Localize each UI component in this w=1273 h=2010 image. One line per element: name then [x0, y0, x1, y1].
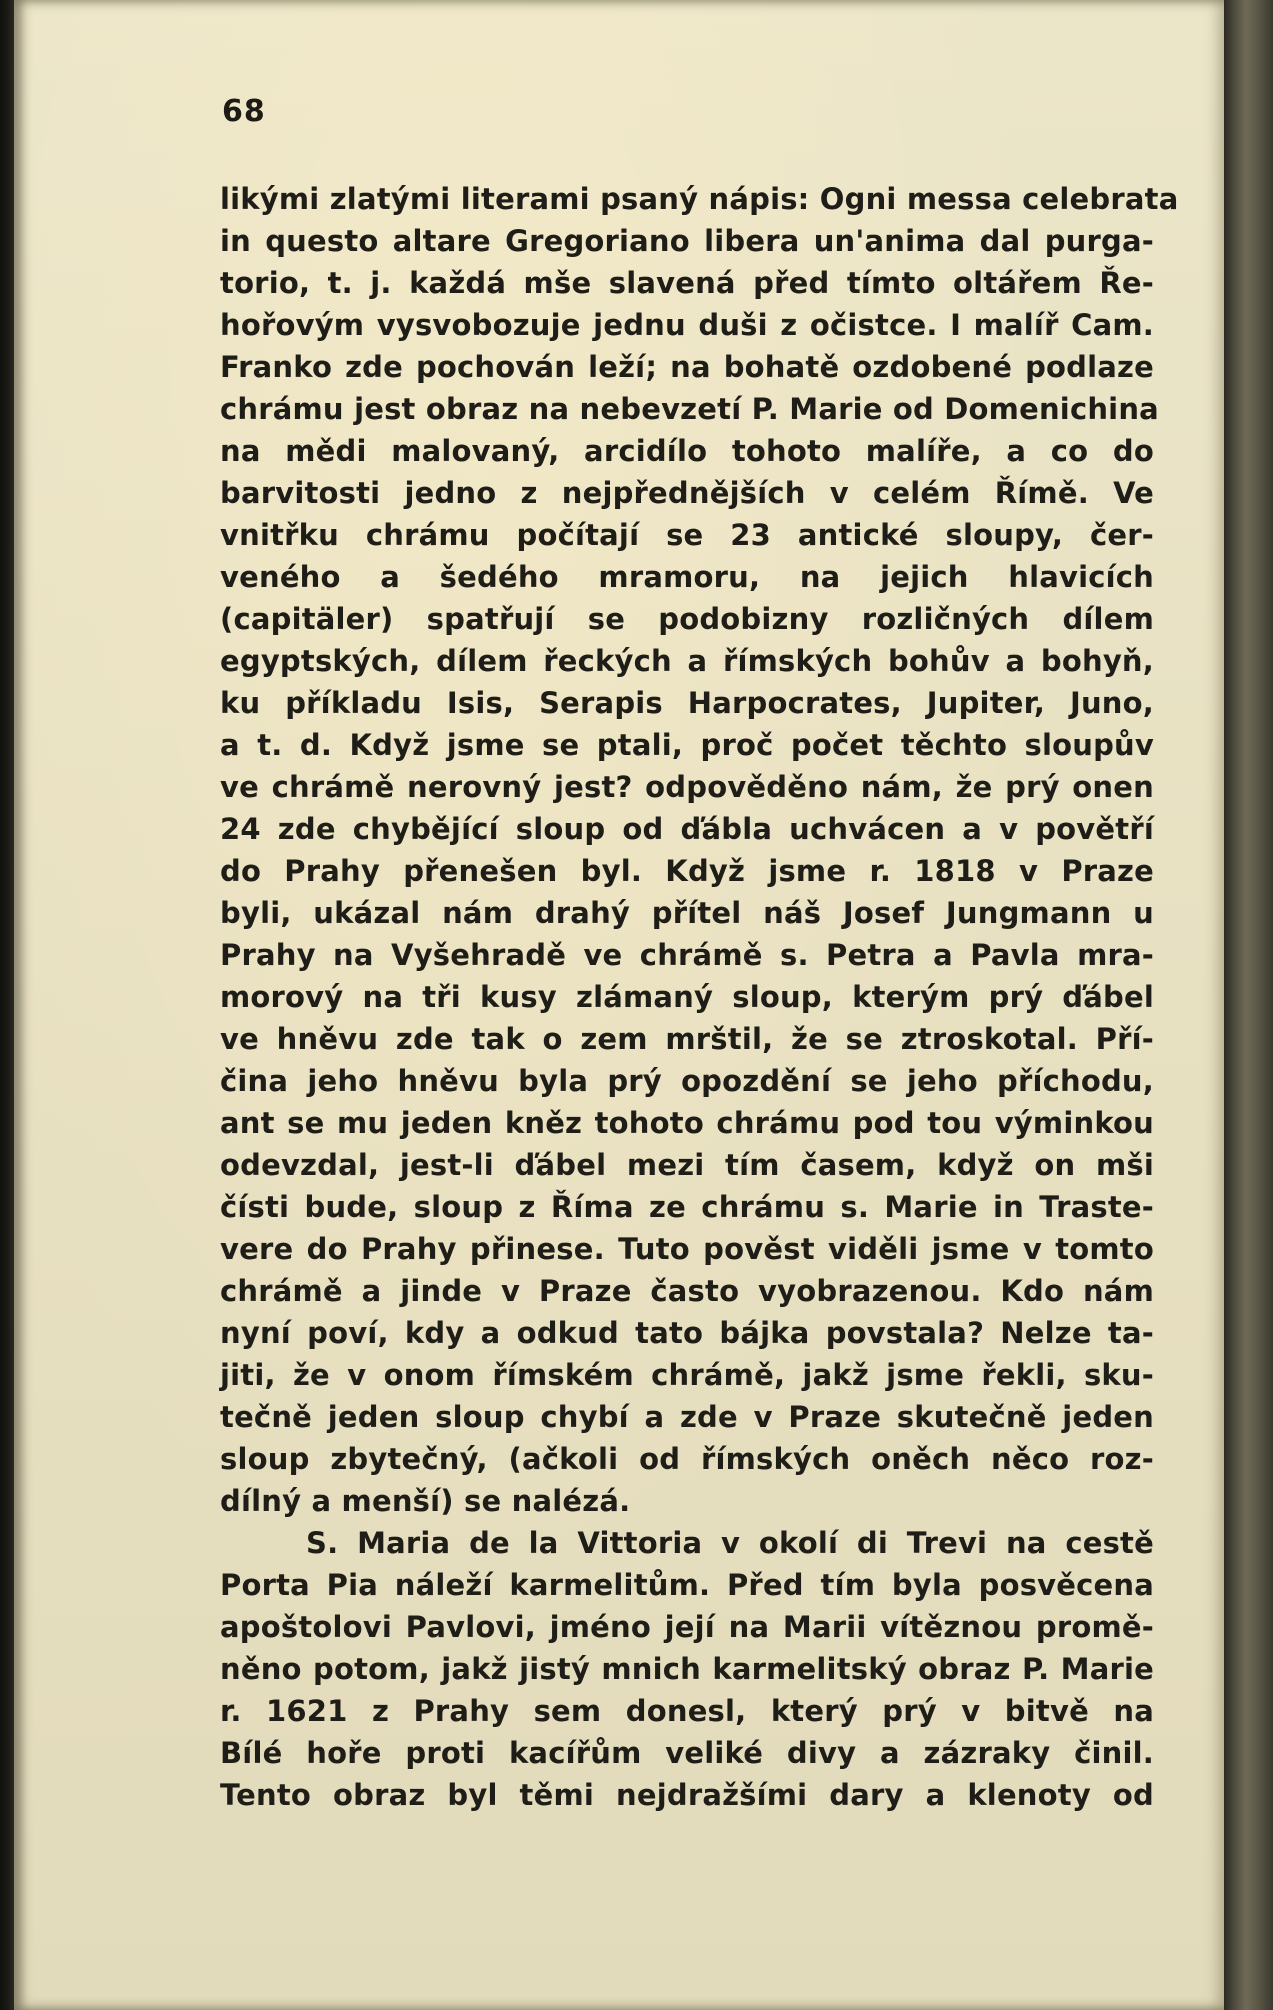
text-line: čina jeho hněvu byla prý opozdění se jeho příchodu,	[220, 1064, 1154, 1098]
text-line: nyní poví, kdy a odkud tato bájka povstala? Nelze ta-	[220, 1316, 1154, 1350]
text-line: jiti, že v onom římském chrámě, jakž jsme řekli, sku-	[220, 1358, 1154, 1392]
text-line: ant se mu jeden kněz tohoto chrámu pod tou výminkou	[220, 1106, 1154, 1140]
text-line: likými zlatými literami psaný nápis: Ogni messa celebrata	[220, 182, 1179, 216]
text-line: Bílé hoře proti kacířům veliké divy a zázraky činil.	[220, 1736, 1154, 1770]
text-line: Tento obraz byl těmi nejdražšími dary a klenoty od	[220, 1778, 1154, 1812]
text-line: vere do Prahy přinese. Tuto pověst viděli jsme v tomto	[220, 1232, 1154, 1266]
text-line: Porta Pia náleží karmelitům. Před tím byla posvěcena	[220, 1568, 1154, 1602]
text-line: ve hněvu zde tak o zem mrštil, že se ztroskotal. Pří-	[220, 1022, 1154, 1056]
page-stack-edge	[1224, 0, 1273, 2010]
text-line: sloup zbytečný, (ačkoli od římských oněch něco roz-	[220, 1442, 1154, 1476]
text-line: ku příkladu Isis, Serapis Harpocrates, Jupiter, Juno,	[220, 686, 1154, 720]
text-line: ve chrámě nerovný jest? odpověděno nám, že prý onen	[220, 770, 1154, 804]
text-line: něno potom, jakž jistý mnich karmelitský obraz P. Marie	[220, 1652, 1154, 1686]
text-line: torio, t. j. každá mše slavená před tímto oltářem Ře-	[220, 266, 1154, 300]
text-line: chrámu jest obraz na nebevzetí P. Marie od Domenichina	[220, 392, 1159, 426]
text-line-paragraph-start: S. Maria de la Vittoria v okolí di Trevi na cestě	[306, 1526, 1154, 1560]
text-line: barvitosti jedno z nejpřednějších v celém Římě. Ve	[220, 476, 1154, 510]
text-line: čísti bude, sloup z Říma ze chrámu s. Marie in Traste-	[220, 1190, 1154, 1224]
text-line: egyptských, dílem řeckých a římských bohův a bohyň,	[220, 644, 1154, 678]
page-body-text	[220, 178, 1179, 1816]
text-line: Franko zde pochován leží; na bohatě ozdobené podlaze	[220, 350, 1154, 384]
text-line: vnitřku chrámu počítají se 23 antické sloupy, čer-	[220, 518, 1154, 552]
text-line: na mědi malovaný, arcidílo tohoto malíře, a co do	[220, 434, 1154, 468]
text-line: odevzdal, jest-li ďábel mezi tím časem, když on mši	[220, 1148, 1154, 1182]
text-line: morový na tři kusy zlámaný sloup, kterým prý ďábel	[220, 980, 1154, 1014]
text-line: tečně jeden sloup chybí a zde v Praze skutečně jeden	[220, 1400, 1154, 1434]
text-line: 24 zde chybějící sloup od ďábla uchvácen a v povětří	[220, 812, 1154, 846]
text-line: Prahy na Vyšehradě ve chrámě s. Petra a Pavla mra-	[220, 938, 1154, 972]
text-line: apoštolovi Pavlovi, jméno její na Marii vítěznou promě-	[220, 1610, 1154, 1644]
text-line: veného a šedého mramoru, na jejich hlavicích	[220, 560, 1154, 594]
text-line: hořovým vysvobozuje jednu duši z očistce. I malíř Cam.	[220, 308, 1154, 342]
text-line: in questo altare Gregoriano libera un'anima dal purga-	[220, 224, 1154, 258]
text-line: byli, ukázal nám drahý přítel náš Josef Jungmann u	[220, 896, 1154, 930]
text-line: a t. d. Když jsme se ptali, proč počet těchto sloupův	[220, 728, 1154, 762]
text-line: chrámě a jinde v Praze často vyobrazenou. Kdo nám	[220, 1274, 1154, 1308]
text-line: do Prahy přenešen byl. Když jsme r. 1818 v Praze	[220, 854, 1154, 888]
text-line-paragraph-end: dílný a menší) se nalézá.	[220, 1484, 631, 1518]
book-page	[14, 0, 1224, 2010]
page-number: 68	[222, 94, 266, 129]
text-line: (capitäler) spatřují se podobizny rozličných dílem	[220, 602, 1154, 636]
text-line: r. 1621 z Prahy sem donesl, který prý v bitvě na	[220, 1694, 1154, 1728]
